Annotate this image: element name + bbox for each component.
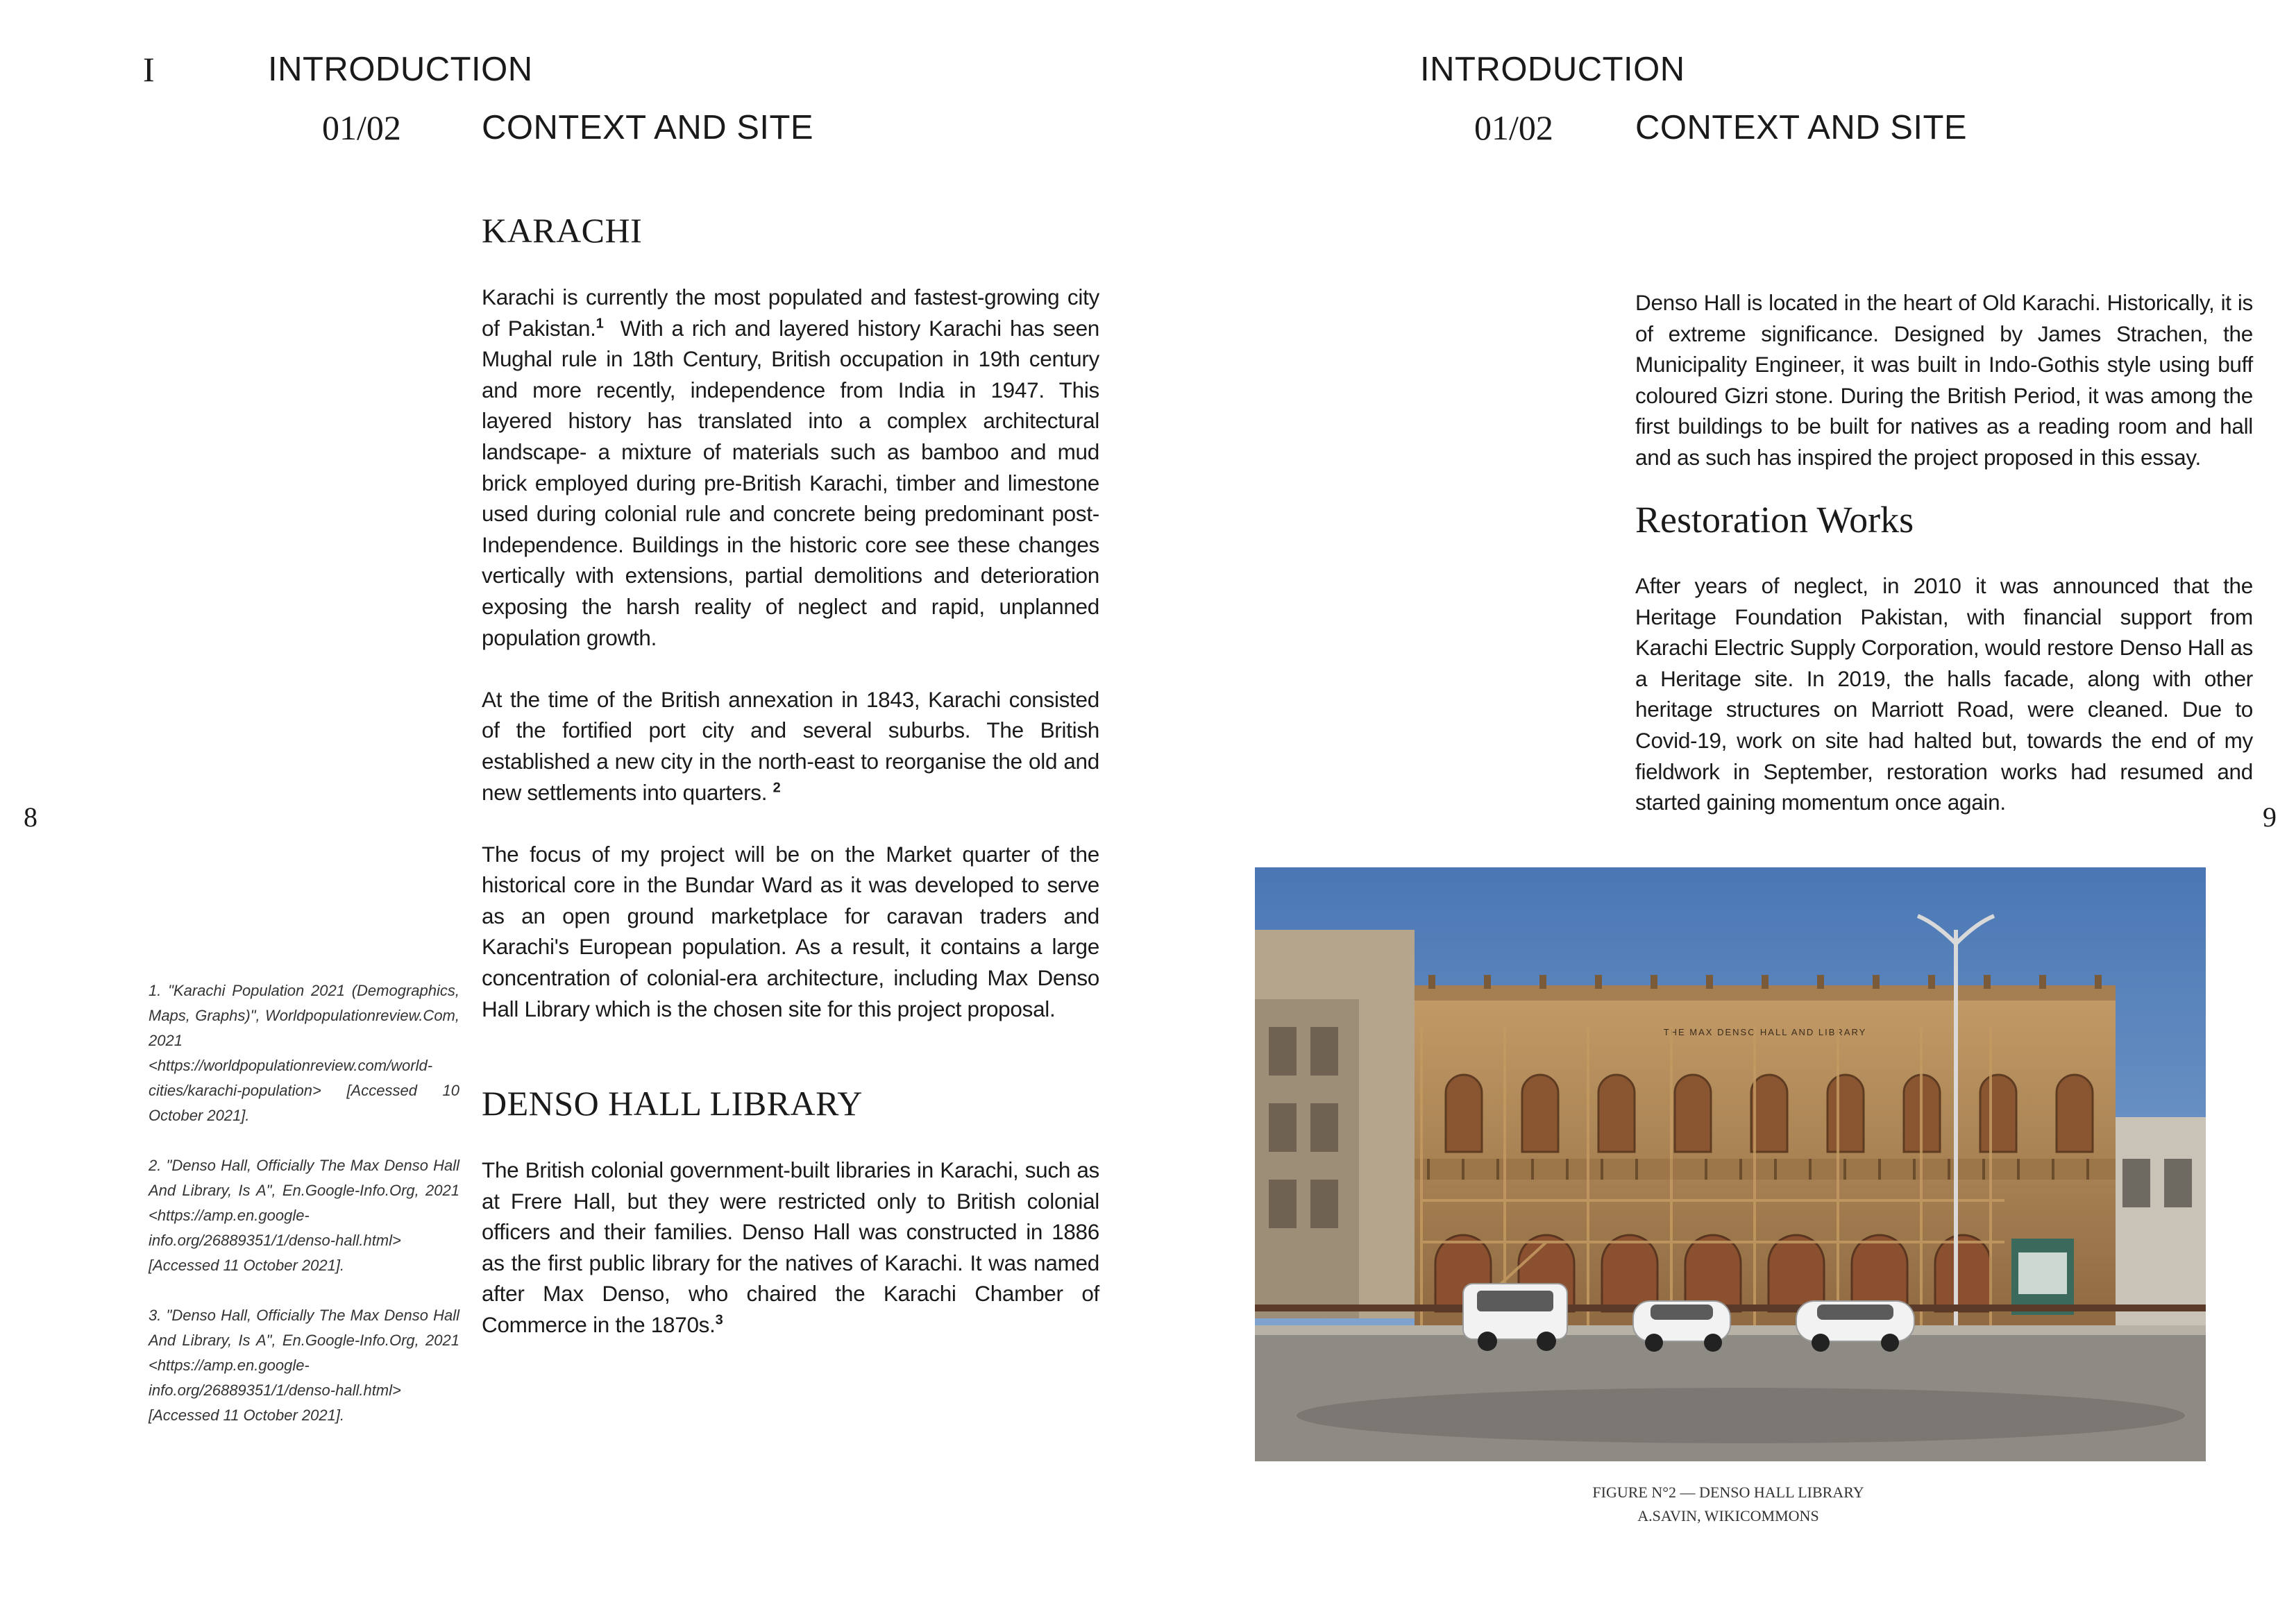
karachi-paragraph-2: At the time of the British annexation in 1843, Karachi consisted of the fortified port city and several suburbs. The British established a new city in the north-east to reorganise the old and new settlements into quarters. $^2$	[482, 686, 1099, 805]
footnote-1: 1. "Karachi Population 2021 (Demographics, Maps, Graphs)", Worldpopulationreview.Com, 2021 <https://worldpopulationreview.com/world-cities/karachi-population> [Accessed 10 October 2021].	[149, 982, 459, 1124]
footnote-ref-1: 1	[596, 316, 604, 332]
karachi-paragraph-1: Karachi is currently the most populated and fastest-growing city of Pakistan.$^1$ With a rich and layered history Karachi has seen Mughal rule in 18th Century, British occupation in 19th century and more recently, independence from India in 1947. This layered history has translated into a complex architectural landscape- a mixture of materials such as bamboo and mud brick employed during pre-British Karachi, timber and limestone used during colonial rule and concrete being predominant post-Independence. Buildings in the historic core see these changes vertically with extensions, partial demolitions and deterioration exposing the harsh reality of neglect and rapid, unplanned population growth.	[482, 284, 1100, 650]
footnotes	[149, 978, 459, 1453]
photo-caption	[1582, 1481, 1874, 1528]
denso-paragraph-1: The British colonial government-built libraries in Karachi, such as at Frere Hall, but they were restricted only to British colonial officers and their families. Denso Hall was constructed in 1886 as the first public library for the natives of Karachi. It was named after Max Denso, who chaired the Karachi Chamber of Commerce in the 1870s.$^3$	[482, 1157, 1099, 1337]
footnote-ref-3: 3	[715, 1312, 723, 1328]
right-section-number: 01/02	[1474, 108, 1553, 147]
right-section-title: CONTEXT AND SITE	[1635, 109, 1968, 146]
karachi-body	[482, 282, 1099, 1024]
denso-hall-body	[482, 1155, 1099, 1341]
chapter-roman-numeral: I	[143, 50, 155, 89]
denso-hall-heading: DENSO HALL LIBRARY	[482, 1084, 863, 1123]
restoration-body	[1635, 570, 2253, 818]
caption-line-2: A.SAVIN, WIKICOMMONS	[1637, 1507, 1819, 1524]
caption-line-1: FIGURE N°2 — DENSO HALL LIBRARY	[1592, 1484, 1864, 1501]
section-number: 01/02	[322, 108, 401, 147]
restoration-paragraph: After years of neglect, in 2010 it was announced that the Heritage Foundation Pakistan, with financial support from Karachi Electric Supply Corporation, would restore Denso Hall as a Heritage site. In 2019, the halls facade, along with other heritage structures on Marriott Road, were cleaned. Due to Covid-19, work on site had halted but, towards the end of my fieldwork in September, restoration works had resumed and started gaining momentum once again.	[1635, 573, 2253, 815]
chapter-title: INTRODUCTION	[268, 51, 533, 88]
page-number-right: 9	[2263, 801, 2277, 833]
karachi-paragraph-3: The focus of my project will be on the Market quarter of the historical core in the Bundar Ward as it was developed to serve as an open ground marketplace for caravan traders and Karachi's European population. As a result, it contains a large concentration of colonial-era architecture, including Max Denso Hall Library which is the chosen site for this project proposal.	[482, 841, 1099, 1021]
denso-hall-building-illustration	[1255, 867, 2206, 1461]
page-number-left: 8	[24, 801, 37, 833]
right-chapter-title: INTRODUCTION	[1420, 51, 1685, 88]
karachi-heading: KARACHI	[482, 211, 643, 250]
footnote-3: 3. "Denso Hall, Officially The Max Denso Hall And Library, Is A", En.Google-Info.Org, 2021 <https://amp.en.google-info.org/26889351/1/denso-hall.html> [Accessed 11 October 2021].	[149, 1307, 459, 1424]
restoration-heading: Restoration Works	[1635, 499, 1914, 541]
section-title: CONTEXT AND SITE	[482, 109, 814, 146]
building-sign-text: THE MAX DENSO HALL AND LIBRARY	[1663, 1027, 1867, 1037]
denso-hall-photo	[1255, 867, 2206, 1461]
footnote-ref-2: 2	[773, 780, 781, 795]
denso-location-paragraph: Denso Hall is located in the heart of Old Karachi. Historically, it is of extreme significance. Designed by James Strachen, the Municipality Engineer, it was built in Indo-Gothis style using buff coloured Gizri stone. During the British Period, it was among the first buildings to be built for natives as a reading room and hall and as such has inspired the project proposed in this essay.	[1635, 290, 2253, 470]
footnote-2: 2. "Denso Hall, Officially The Max Denso Hall And Library, Is A", En.Google-Info.Org, 2021 <https://amp.en.google-info.org/26889351/1/denso-hall.html> [Accessed 11 October 2021].	[149, 1157, 459, 1274]
denso-location-body	[1635, 287, 2253, 473]
